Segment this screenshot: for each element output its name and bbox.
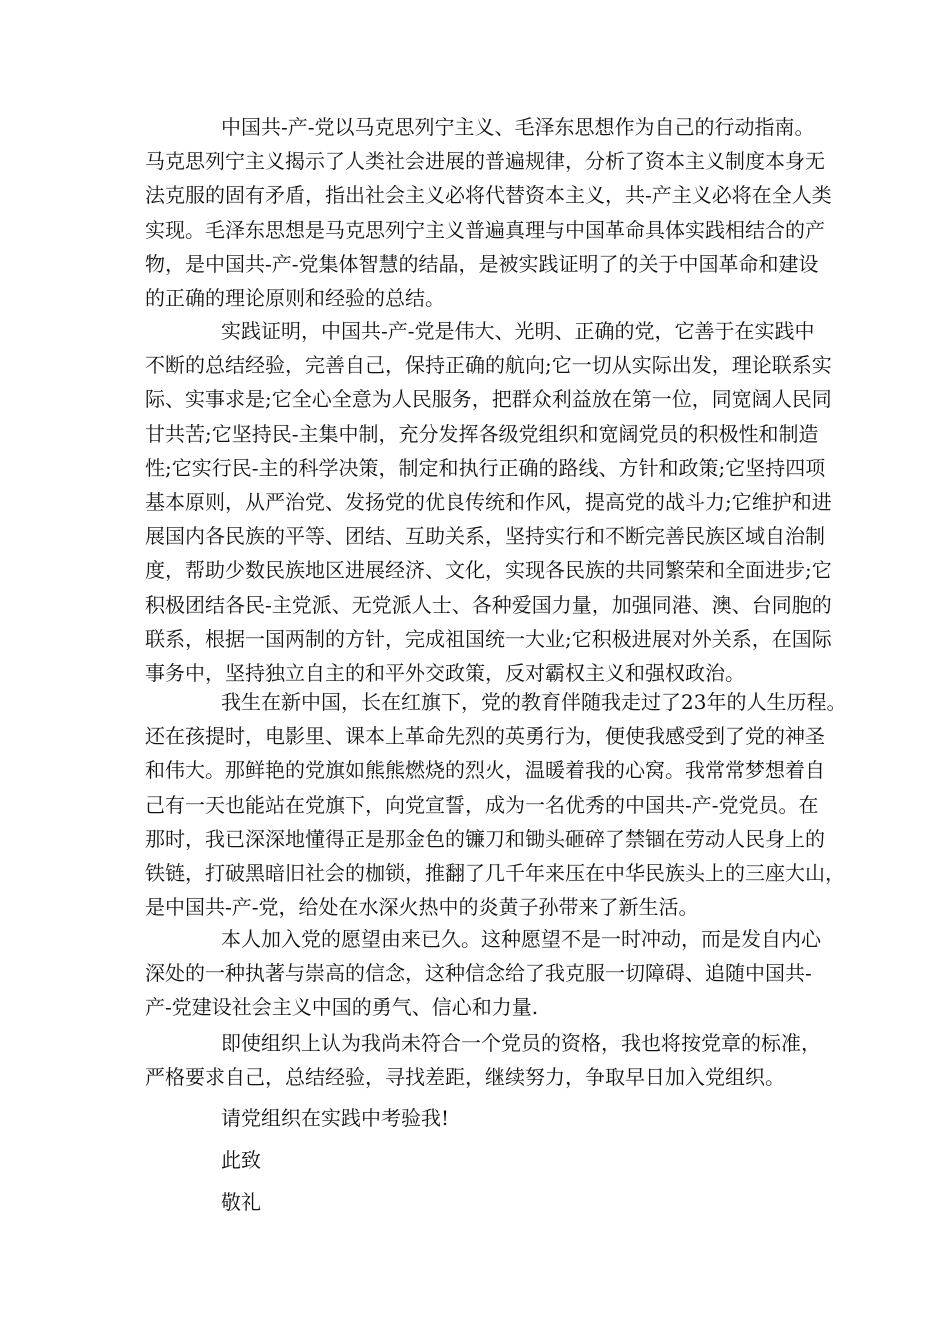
text-line: 性;它实行民-主的科学决策，制定和执行正确的路线、方针和政策;它坚持四项 xyxy=(145,455,826,480)
paragraph-1 xyxy=(145,110,832,315)
text-line: 物，是中国共-产-党集体智慧的结晶，是被实践证明了的关于中国革命和建设 xyxy=(145,251,819,276)
text-line: 实践证明，中国共-产-党是伟大、光明、正确的党，它善于在实践中 xyxy=(221,319,815,343)
closing-request: 请党组织在实践中考验我! xyxy=(221,1106,450,1130)
text-line: 事务中，坚持独立自主的和平外交政策，反对霸权主义和强权政治。 xyxy=(145,660,745,685)
text-line: 严格要求自己，总结经验，寻找差距，继续努力，争取早日加入党组织。 xyxy=(145,1065,785,1090)
text-line: 际、实事求是;它全心全意为人民服务，把群众利益放在第一位，同宽阔人民同 xyxy=(145,387,832,412)
text-line: 联系，根据一国两制的方针，完成祖国统一大业;它积极进展对外关系，在国际 xyxy=(145,626,832,651)
text-line: 基本原则，从严治党、发扬党的优良传统和作风，提高党的战斗力;它维护和进 xyxy=(145,489,832,514)
paragraph-2 xyxy=(145,314,832,690)
text-line: 深处的一种执著与崇高的信念，这种信念给了我克服一切障碍、追随中国共- xyxy=(145,961,812,986)
text-line: 积极团结各民-主党派、无党派人士、各种爱国力量，加强同港、澳、台同胞的 xyxy=(145,592,832,617)
paragraph-3 xyxy=(145,685,847,924)
text-line: 铁链，打破黑暗旧社会的枷锁，推翻了几千年来压在中华民族头上的三座大山， xyxy=(145,860,845,885)
text-line: 的正确的理论原则和经验的总结。 xyxy=(145,285,445,310)
text-line: 度，帮助少数民族地区进展经济、文化，实现各民族的共同繁荣和全面进步;它 xyxy=(145,558,832,583)
text-line: 本人加入党的愿望由来已久。这种愿望不是一时冲动，而是发自内心 xyxy=(221,927,821,951)
text-line: 产-党建设社会主义中国的勇气、信心和力量. xyxy=(145,995,539,1020)
text-line: 还在孩提时，电影里、课本上革命先烈的英勇行为，便使我感受到了党的神圣 xyxy=(145,724,825,749)
paragraph-4 xyxy=(145,922,821,1025)
text-line: 即使组织上认为我尚未符合一个党员的资格，我也将按党章的标准， xyxy=(221,1031,821,1055)
text-line: 和伟大。那鲜艳的党旗如熊熊燃烧的烈火，温暖着我的心窝。我常常梦想着自 xyxy=(145,758,825,783)
text-line: 不断的总结经验，完善自己，保持正确的航向;它一切从实际出发，理论联系实 xyxy=(145,353,832,378)
text-line: 实现。毛泽东思想是马克思列宁主义普遍真理与中国革命具体实践相结合的产 xyxy=(145,217,825,242)
text-line: 是中国共-产-党，给处在水深火热中的炎黄子孙带来了新生活。 xyxy=(145,895,699,920)
text-line: 法克服的固有矛盾，指出社会主义必将代替资本主义，共-产主义必将在全人类 xyxy=(145,183,832,208)
text-line: 甘共苦;它坚持民-主集中制，充分发挥各级党组织和宽阔党员的积极性和制造 xyxy=(145,421,819,446)
text-line: 中国共-产-党以马克思列宁主义、毛泽东思想作为自己的行动指南。 xyxy=(221,115,815,139)
text-line: 己有一天也能站在党旗下，向党宣誓，成为一名优秀的中国共-产-党党员。在 xyxy=(145,792,819,817)
text-line: 马克思列宁主义揭示了人类社会进展的普遍规律，分析了资本主义制度本身无 xyxy=(145,149,825,174)
text-line: 那时，我已深深地懂得正是那金色的镰刀和锄头砸碎了禁锢在劳动人民身上的 xyxy=(145,826,825,851)
text-line: 展国内各民族的平等、团结、互助关系，坚持实行和不断完善民族区域自治制 xyxy=(145,524,825,549)
closing-regards: 敬礼 xyxy=(221,1190,261,1214)
text-line: 我生在新中国，长在红旗下，党的教育伴随我走过了23年的人生历程。 xyxy=(221,690,847,714)
closing-salutation: 此致 xyxy=(221,1148,261,1172)
paragraph-5 xyxy=(145,1026,821,1094)
